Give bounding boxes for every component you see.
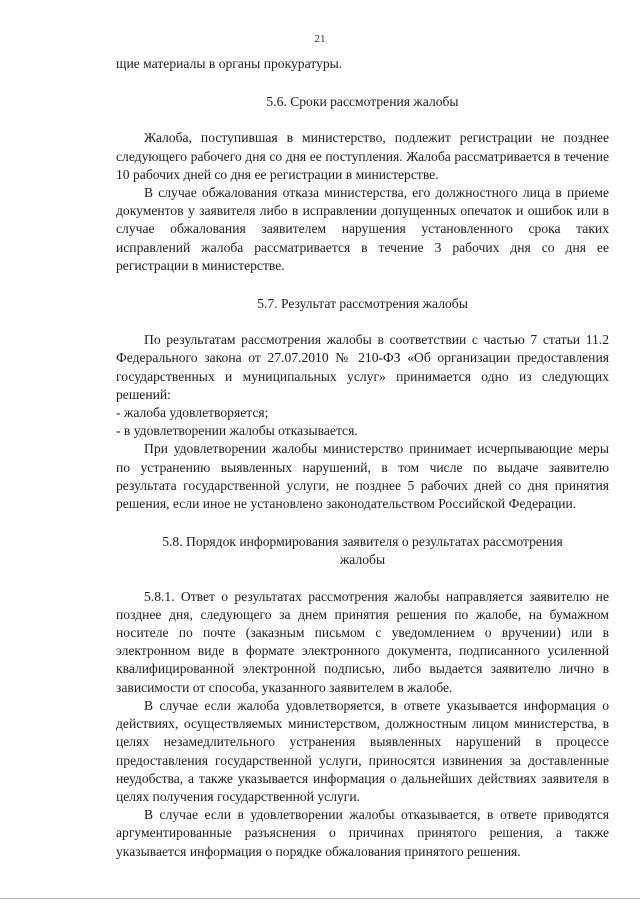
section-5-8-paragraph: В случае если жалоба удовлетворяется, в ответе указывается информация о действиях, осуществляемых министерством, должностным лицом министерства, в целях незамедлительного устранения выявленных нарушений в процессе предоставления государственной услуги, приносятся извинения за доставленные неудобства, а также указывается информация о дальнейших действиях заявителя в целях получения государственной услуги.: [116, 697, 609, 804]
section-5-6-paragraph: В случае обжалования отказа министерства, его должностного лица в приеме документов у заявителя либо в исправлении допущенных опечаток и ошибок или в случае обжалования заявителем нарушения установленного срока таких исправлений жалоба рассматривается в течение 3 рабочих дня со дня ее регистрации в министерстве.: [116, 185, 609, 273]
decision-list-item: - жалоба удовлетворяется;: [116, 405, 269, 421]
decision-list-item: - в удовлетворении жалобы отказывается.: [116, 423, 358, 439]
section-5-6-paragraph: Жалоба, поступившая в министерство, подлежит регистрации не позднее следующего рабочего дня со дня ее поступления. Жалоба рассматривается в течение 10 рабочих дней со дня ее регистрации в министерстве.: [116, 130, 609, 182]
section-5-8-paragraph: В случае если в удовлетворении жалобы отказывается, в ответе приводятся аргументированные разъяснения о причинах принятого решения, а также указывается информация о порядке обжалования принятого решения.: [116, 807, 609, 859]
section-5-7-heading: 5.7. Результат рассмотрения жалобы: [257, 296, 468, 312]
document-body: [116, 55, 609, 861]
section-5-6-heading: 5.6. Сроки рассмотрения жалобы: [266, 94, 459, 110]
section-5-7-intro: По результатам рассмотрения жалобы в соответствии с частью 7 статьи 11.2 Федерального закона от 27.07.2010 № 210-ФЗ «Об организации предоставления государственных и муниципальных услуг» принимается одно из следующих решений:: [116, 332, 609, 402]
section-5-8-paragraph: 5.8.1. Ответ о результатах рассмотрения жалобы направляется заявителю не позднее дня, следующего за днем принятия решения по жалобе, на бумажном носителе по почте (заказным письмом с уведомлением о вручении) или в электронном виде в формате электронного документа, подписанного усиленной квалифицированной электронной подписью, либо выдается заявителю лично в зависимости от способа, указанного заявителем в жалобе.: [116, 588, 609, 695]
section-5-7-paragraph: При удовлетворении жалобы министерство принимает исчерпывающие меры по устранению выявленных нарушений, в том числе по выдаче заявителю результата государственной услуги, не позднее 5 рабочих дней со дня принятия решения, если иное не установлено законодательством Российской Федерации.: [116, 441, 609, 512]
section-5-8-heading-line1: 5.8. Порядок информирования заявителя о результатах рассмотрения: [162, 534, 563, 550]
section-5-8-heading-line2: жалобы: [339, 552, 386, 568]
page-number: 21: [314, 33, 326, 45]
intro-fragment: щие материалы в органы прокуратуры.: [116, 56, 343, 71]
scan-edge-line: [0, 898, 640, 899]
